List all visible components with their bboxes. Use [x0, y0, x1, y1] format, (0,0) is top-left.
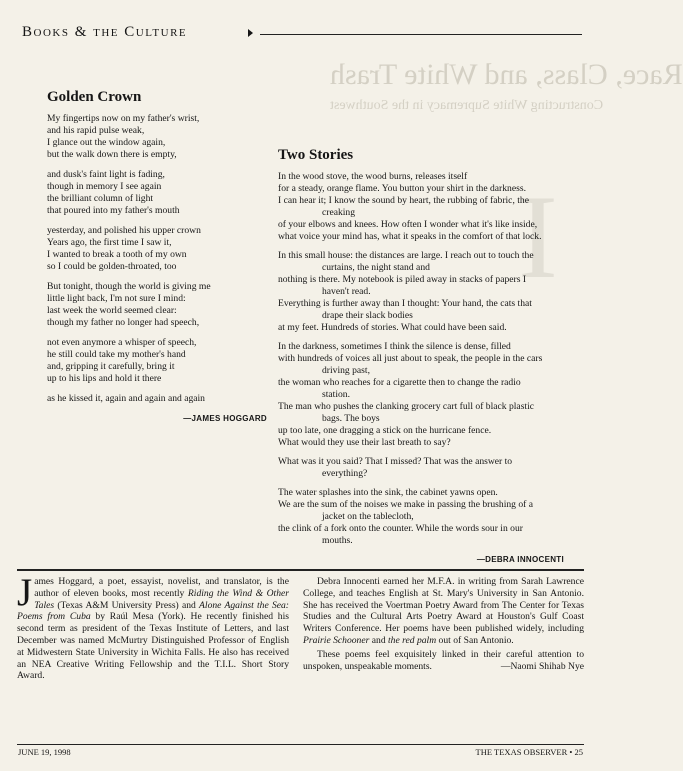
stanza	[47, 225, 267, 273]
stanza	[278, 456, 564, 480]
poem-line: We are the sum of the noises we make in passing the brushing of a	[278, 499, 533, 510]
bio-text: and	[369, 634, 389, 646]
poem-line-continuation: creaking	[322, 207, 356, 218]
stanza	[47, 337, 267, 385]
poem-line: and dusk's faint light is fading,	[47, 169, 165, 180]
poem-line: though my father no longer had speech,	[47, 317, 200, 328]
bio-text: ames Hoggard, a poet, essayist, novelist, and translator, is the author of eleven books, most recently	[34, 576, 289, 599]
poem-line-continuation: mouths.	[322, 535, 353, 546]
poem-line-continuation: bags. The boys	[322, 413, 380, 424]
poem-line: I wanted to break a tooth of my own	[47, 249, 187, 260]
header-rule	[260, 34, 582, 35]
note-text: These poems feel exquisitely linked in their careful attention to unspoken, unspeakable moments.	[303, 648, 584, 672]
poem-byline: —DEBRA INNOCENTI	[476, 555, 564, 564]
poem-line: What was it you said? That I missed? That was the answer to	[278, 456, 513, 467]
poem-line: the woman who reaches for a cigarette then to change the radio	[278, 377, 521, 388]
poem-title: Two Stories	[278, 147, 354, 163]
bio-text: by Raúl Mesa (York). He recently finished his second term as president of the Texas Institute of Letters, and last December was named McMurtry Distinguished Professor of English at Midwestern State University in Wichita Falls. He also has received an NEA Creative Writing Fellowship and the T.I.L. Short Story Award.	[17, 611, 289, 682]
poem-line: and his rapid pulse weak,	[47, 125, 145, 136]
poem-line: up to his lips and hold it there	[47, 373, 162, 384]
bio-text: (Texas A&M University Press) and	[54, 599, 200, 611]
poem-line: of your elbows and knees. How often I wonder what it's like inside,	[278, 219, 538, 230]
show-through-subtitle: Constructing White Supremacy in the Southwest	[330, 98, 604, 113]
footer-rule	[17, 744, 584, 745]
author-bio-hoggard	[17, 571, 290, 682]
poem-line: In the darkness, sometimes I think the silence is dense, filled	[278, 341, 511, 352]
stanza	[278, 487, 564, 547]
poem-line: he still could take my mother's hand	[47, 349, 186, 360]
poem-line-continuation: everything?	[322, 468, 368, 479]
poem-two-stories	[278, 146, 564, 566]
poem-golden-crown	[47, 88, 267, 425]
poem-line: What would they use their last breath to say?	[278, 437, 451, 448]
footer-date: JUNE 19, 1998	[18, 747, 71, 757]
poem-line: up too late, one dragging a stick on the hurricane fence.	[278, 425, 492, 436]
poem-line: the clink of a fork onto the counter. While the words sour in our	[278, 523, 523, 534]
poem-line: what voice your mind has, what it speaks in the comfort of that lock.	[278, 231, 542, 242]
publication-title: Prairie Schooner	[303, 634, 370, 646]
poem-line: and, gripping it carefully, bring it	[47, 361, 175, 372]
poem-line: I glance out the window again,	[47, 137, 166, 148]
bio-text: out of San Antonio.	[436, 634, 514, 646]
editor-note	[303, 649, 584, 673]
poem-line: for a steady, orange flame. You button your shirt in the darkness.	[278, 183, 526, 194]
poem-line: Years ago, the first time I saw it,	[47, 237, 172, 248]
poem-line: The man who pushes the clanking grocery cart full of black plastic	[278, 401, 535, 412]
poem-line: yesterday, and polished his upper crown	[47, 225, 201, 236]
publication-title: the red palm	[388, 634, 437, 646]
poem-line-continuation: drape their slack bodies	[322, 310, 413, 321]
stanza	[47, 281, 267, 329]
poem-line-continuation: driving past,	[322, 365, 370, 376]
poem-line: In the wood stove, the wood burns, releases itself	[278, 171, 468, 182]
poem-line: The water splashes into the sink, the cabinet yawns open.	[278, 487, 498, 498]
poem-line: but the walk down there is empty,	[47, 149, 177, 160]
poem-line: as he kissed it, again and again and again	[47, 393, 205, 404]
show-through-dropcap: I	[518, 170, 558, 303]
section-title: Books & the Culture	[22, 24, 188, 40]
poem-title: Golden Crown	[47, 89, 142, 105]
poem-line: nothing is there. My notebook is piled away in stacks of papers I	[278, 274, 527, 285]
poem-byline: —JAMES HOGGARD	[183, 414, 267, 423]
stanza	[278, 250, 564, 334]
stanza	[47, 113, 267, 161]
bio-divider	[17, 569, 584, 571]
poem-line: little light back, I'm not sure I mind:	[47, 293, 186, 304]
poem-line: not even anymore a whisper of speech,	[47, 337, 197, 348]
poem-line: though in memory I see again	[47, 181, 162, 192]
author-bio-innocenti	[303, 576, 584, 672]
poem-line: with hundreds of voices all just about to speak, the people in the cars	[278, 353, 543, 364]
poem-line: But tonight, though the world is giving me	[47, 281, 211, 292]
footer-page-info: THE TEXAS OBSERVER • 25	[475, 747, 583, 757]
stanza	[47, 169, 267, 217]
book-title: Riding the Wind & Other Tales	[34, 587, 290, 611]
poem-line-continuation: haven't read.	[322, 286, 371, 297]
section-header	[22, 24, 582, 44]
poem-body	[47, 113, 267, 405]
poem-body	[278, 171, 564, 547]
bio-text: Debra Innocenti earned her M.F.A. in writing from Sarah Lawrence College, and teaches English at St. Mary's University in San Antonio. She has received the Voertman Poetry Award from The Center for Texas Studies and the Cultural Arts Poetry Award at Houston's Gulf Coast Writers Conference. Her poems have been published widely, including	[303, 576, 584, 635]
poem-line: I can hear it; I know the sound by heart, the rubbing of fabric, the	[278, 195, 529, 206]
poem-line: the brilliant column of light	[47, 193, 154, 204]
stanza	[47, 393, 267, 405]
poem-line: at my feet. Hundreds of stories. What could have been said.	[278, 322, 507, 333]
poem-line: last week the world seemed clear:	[47, 305, 177, 316]
show-through-title: Race, Class, and White Trash	[330, 58, 683, 91]
book-title: Alone Against the Sea: Poems from Cuba	[17, 599, 289, 623]
poem-line-continuation: curtains, the night stand and	[322, 262, 430, 273]
poem-line: so I could be golden-throated, too	[47, 261, 177, 272]
stanza	[278, 341, 564, 449]
bio-paragraph	[303, 576, 584, 647]
stanza	[278, 171, 564, 243]
drop-cap: J	[17, 571, 33, 614]
editor-signature: —Naomi Shihab Nye	[500, 660, 584, 672]
poem-line: In this small house: the distances are large. I reach out to touch the	[278, 250, 534, 261]
header-arrow-icon	[248, 29, 253, 37]
poem-line: Everything is further away than I thought: Your hand, the cats that	[278, 298, 532, 309]
poem-line-continuation: jacket on the tablecloth,	[322, 511, 414, 522]
poem-line-continuation: station.	[322, 389, 350, 400]
poem-line: that poured into my father's mouth	[47, 205, 180, 216]
poem-line: My fingertips now on my father's wrist,	[47, 113, 200, 124]
